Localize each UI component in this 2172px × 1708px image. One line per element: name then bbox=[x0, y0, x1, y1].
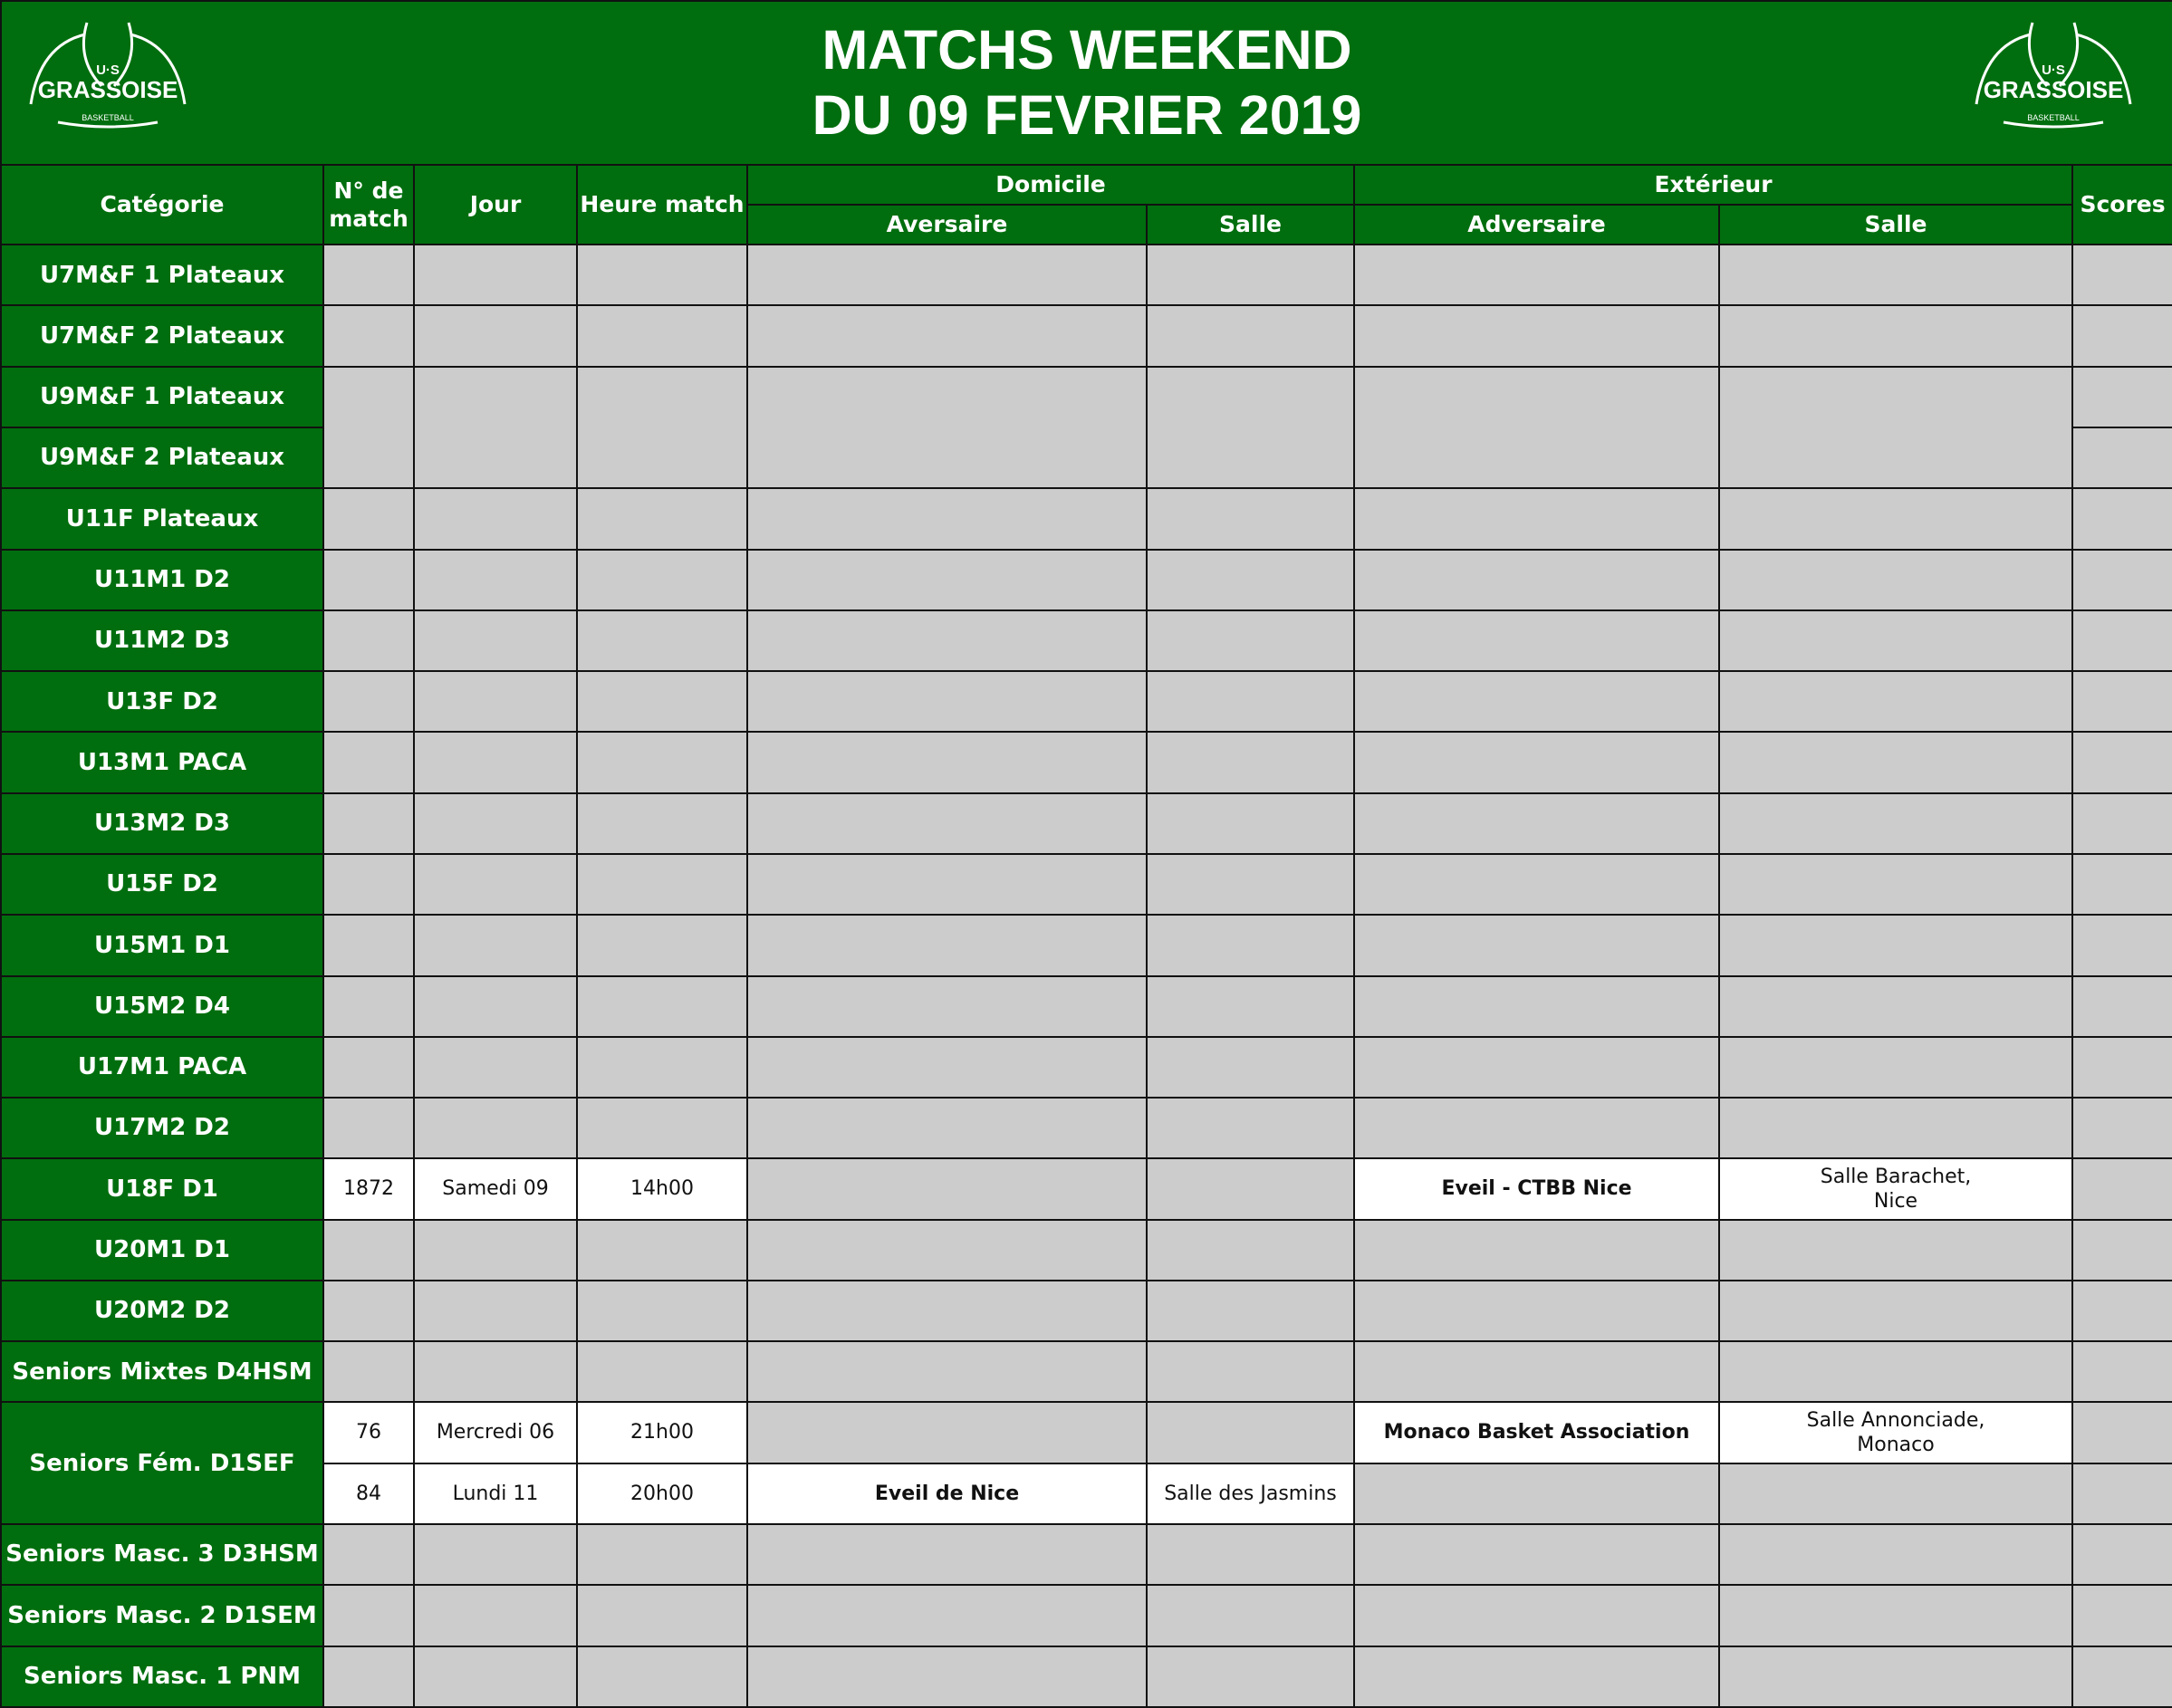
table-row bbox=[1, 1281, 2172, 1341]
match-day: Mercredi 06 bbox=[414, 1402, 577, 1463]
category-label: U7M&F 1 Plateaux bbox=[1, 245, 323, 305]
category-label: U11M2 D3 bbox=[1, 610, 323, 671]
table-row bbox=[1, 976, 2172, 1037]
basketball-logo-icon bbox=[22, 18, 194, 140]
category-label: U20M1 D1 bbox=[1, 1220, 323, 1281]
header-dom-adversaire: Aversaire bbox=[747, 205, 1147, 245]
match-day: Samedi 09 bbox=[414, 1158, 577, 1219]
category-label: U15F D2 bbox=[1, 854, 323, 915]
header-domicile: Domicile bbox=[747, 165, 1354, 205]
club-logo-right bbox=[1967, 18, 2139, 140]
match-number: 84 bbox=[323, 1463, 414, 1524]
table-row bbox=[1, 1098, 2172, 1158]
header-dom-salle: Salle bbox=[1147, 205, 1354, 245]
svg-text:GRASSOISE: GRASSOISE bbox=[37, 76, 178, 103]
away-opponent: Eveil - CTBB Nice bbox=[1354, 1158, 1719, 1219]
category-label: U17M1 PACA bbox=[1, 1037, 323, 1098]
table-row bbox=[1, 610, 2172, 671]
table-row bbox=[1, 1524, 2172, 1585]
category-label: U13M1 PACA bbox=[1, 732, 323, 792]
category-label: Seniors Masc. 2 D1SEM bbox=[1, 1585, 323, 1646]
match-day: Lundi 11 bbox=[414, 1463, 577, 1524]
match-number: 76 bbox=[323, 1402, 414, 1463]
title-banner bbox=[1, 1, 2172, 165]
category-label: U7M&F 2 Plateaux bbox=[1, 305, 323, 366]
title-line-2: DU 09 FEVRIER 2019 bbox=[812, 84, 1362, 147]
table-row bbox=[1, 550, 2172, 610]
category-label: U15M1 D1 bbox=[1, 915, 323, 975]
club-logo-left bbox=[22, 18, 194, 140]
table-row bbox=[1, 854, 2172, 915]
page-title bbox=[2, 17, 2172, 148]
away-venue bbox=[1719, 1158, 2072, 1219]
match-time: 20h00 bbox=[577, 1463, 747, 1524]
home-venue: Salle des Jasmins bbox=[1147, 1463, 1354, 1524]
svg-text:BASKETBALL: BASKETBALL bbox=[82, 113, 134, 122]
away-venue-line-1: Salle Annonciade, bbox=[1806, 1408, 1985, 1432]
table-row bbox=[1, 1158, 2172, 1219]
table-row bbox=[1, 1341, 2172, 1402]
table-row bbox=[1, 793, 2172, 854]
table-row bbox=[1, 915, 2172, 975]
header-ext-salle: Salle bbox=[1719, 205, 2072, 245]
category-label: U9M&F 2 Plateaux bbox=[1, 427, 323, 488]
category-label: U17M2 D2 bbox=[1, 1098, 323, 1158]
svg-text:U·S: U·S bbox=[2042, 62, 2066, 78]
category-label: U18F D1 bbox=[1, 1158, 323, 1219]
header-ext-adversaire: Adversaire bbox=[1354, 205, 1719, 245]
category-label: Seniors Masc. 1 PNM bbox=[1, 1646, 323, 1707]
category-label: U11F Plateaux bbox=[1, 488, 323, 549]
category-label: U9M&F 1 Plateaux bbox=[1, 367, 323, 427]
category-label: U20M2 D2 bbox=[1, 1281, 323, 1341]
header-categorie: Catégorie bbox=[1, 165, 323, 245]
table-row bbox=[1, 367, 2172, 427]
category-label: Seniors Masc. 3 D3HSM bbox=[1, 1524, 323, 1585]
table-row bbox=[1, 671, 2172, 732]
category-label: U15M2 D4 bbox=[1, 976, 323, 1037]
away-venue-line-1: Salle Barachet, bbox=[1820, 1165, 1972, 1188]
svg-text:GRASSOISE: GRASSOISE bbox=[1983, 76, 2124, 103]
category-label: Seniors Fém. D1SEF bbox=[1, 1402, 323, 1524]
table-row bbox=[1, 1402, 2172, 1463]
away-venue-line-2: Nice bbox=[1873, 1190, 1918, 1213]
table-row bbox=[1, 732, 2172, 792]
basketball-logo-icon bbox=[1967, 18, 2139, 140]
svg-text:BASKETBALL: BASKETBALL bbox=[2027, 113, 2080, 122]
away-venue bbox=[1719, 1402, 2072, 1463]
table-row bbox=[1, 1585, 2172, 1646]
table-row bbox=[1, 1463, 2172, 1524]
header-num-match: N° de match bbox=[323, 165, 414, 245]
table-row bbox=[1, 245, 2172, 305]
header-jour: Jour bbox=[414, 165, 577, 245]
home-opponent: Eveil de Nice bbox=[747, 1463, 1147, 1524]
header-exterieur: Extérieur bbox=[1354, 165, 2072, 205]
away-opponent: Monaco Basket Association bbox=[1354, 1402, 1719, 1463]
header-scores: Scores bbox=[2072, 165, 2172, 245]
category-label: U13M2 D3 bbox=[1, 793, 323, 854]
table-row bbox=[1, 1037, 2172, 1098]
away-venue-line-2: Monaco bbox=[1857, 1434, 1935, 1457]
header-heure: Heure match bbox=[577, 165, 747, 245]
table-row bbox=[1, 305, 2172, 366]
category-label: Seniors Mixtes D4HSM bbox=[1, 1341, 323, 1402]
match-time: 21h00 bbox=[577, 1402, 747, 1463]
svg-text:U·S: U·S bbox=[96, 62, 120, 78]
category-label: U13F D2 bbox=[1, 671, 323, 732]
category-label: U11M1 D2 bbox=[1, 550, 323, 610]
table-row bbox=[1, 1646, 2172, 1707]
table-row bbox=[1, 488, 2172, 549]
match-number: 1872 bbox=[323, 1158, 414, 1219]
table-row bbox=[1, 1220, 2172, 1281]
match-time: 14h00 bbox=[577, 1158, 747, 1219]
title-line-1: MATCHS WEEKEND bbox=[822, 19, 1352, 82]
